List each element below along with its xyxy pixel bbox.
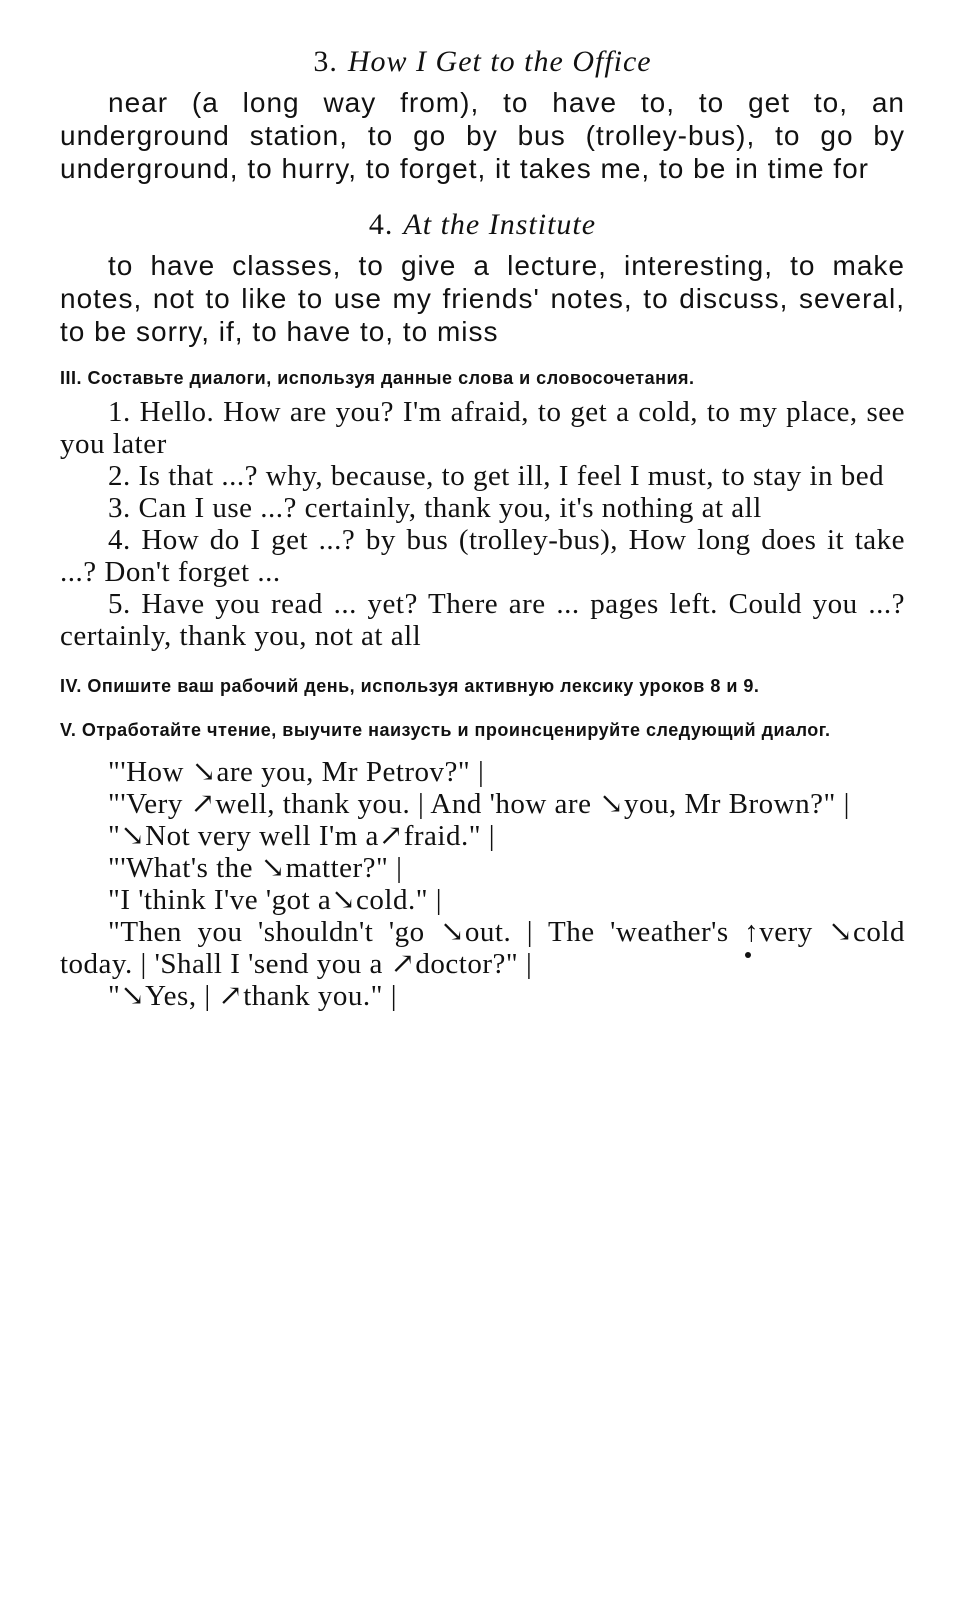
dialog-line: "↘Yes, | ↗thank you." | [108,980,398,1012]
exercise-3-item: 4. How do I get ...? by bus (trolley-bus), How long does it take ...? Don't forget ... [60,524,905,588]
exercise-5-instruction: V. Отработайте чтение, выучите наизусть и проинсценируйте следующий диалог. [60,720,831,740]
section-4-number: 4. [368,208,394,241]
exercise-3-item: 2. Is that ...? why, because, to get ill, I feel I must, to stay in bed [108,460,885,492]
section-3-number: 3. [313,45,338,78]
section-3-heading [60,40,905,84]
exercise-3-item: 5. Have you read ... yet? There are ... pages left. Could you ...? certainly, thank you, not at all [60,588,905,652]
dialog-line: "Then you 'shouldn't 'go ↘out. | The 'weather's ↑very ↘cold today. | 'Shall I 'send you a ↗doctor?" | [60,916,905,980]
print-speck [745,952,751,958]
dialog-line: "'What's the ↘matter?" | [108,852,403,884]
section-4-vocabulary: to have classes, to give a lecture, interesting, to make notes, not to like to use my friends' notes, to discuss, several, to be sorry, if, to have to, to miss [60,250,905,347]
section-4-heading [60,203,905,247]
exercise-4-instruction: IV. Опишите ваш рабочий день, используя активную лексику уроков 8 и 9. [60,676,760,696]
dialog-line: "'Very ↗well, thank you. | And 'how are ↘you, Mr Brown?" | [108,788,850,820]
section-3-title: How I Get to the Office [347,45,652,78]
section-4-title: At the Institute [403,208,597,241]
textbook-page [60,40,905,1012]
dialog-line: "'How ↘are you, Mr Petrov?" | [108,756,485,788]
dialog-line: "I 'think I've 'got a↘cold." | [108,884,443,916]
exercise-3-instruction: III. Составьте диалоги, используя данные слова и словосочетания. [60,368,695,388]
exercise-3-item: 1. Hello. How are you? I'm afraid, to get a cold, to my place, see you later [60,396,905,460]
section-3-vocabulary: near (a long way from), to have to, to get to, an underground station, to go by bus (trolley-bus), to go by underground, to hurry, to forget, it takes me, to be in time for [60,87,905,184]
dialog-line: "↘Not very well I'm a↗fraid." | [108,820,496,852]
exercise-3-item: 3. Can I use ...? certainly, thank you, it's nothing at all [108,492,762,524]
